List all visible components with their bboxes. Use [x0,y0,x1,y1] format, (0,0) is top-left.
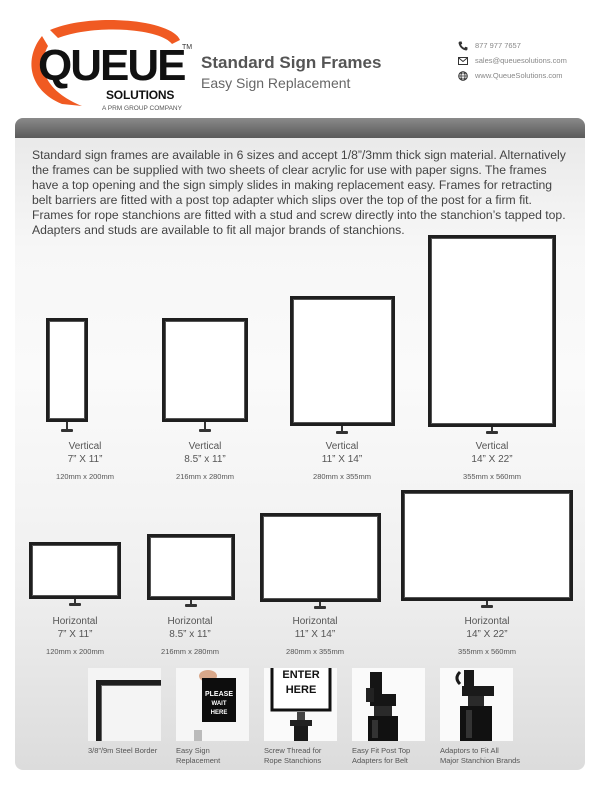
caption-metric: 355mm x 560mm [458,647,516,656]
caption-size: 11” X 14” [321,454,363,465]
logo-wordmark: QUEUE [38,41,185,90]
caption-line: Adaptors to Fit All [440,746,499,755]
caption-vertical-8x11 [150,440,260,483]
caption-orientation: Horizontal [292,616,338,627]
foot-vertical-14x22 [486,431,498,434]
caption-line: Adapters for Belt [352,755,408,765]
screw-thread-photo [264,668,337,741]
frame-vertical-11x14 [290,296,395,426]
caption-line: Screw Thread for [264,746,322,755]
caption-horizontal-11x14 [260,615,370,658]
feature-caption [176,746,220,765]
thumb-steel-border [88,668,161,741]
thumb-post-top-adapter [352,668,425,741]
intro-paragraph: Standard sign frames are available in 6 sizes and accept 1/8”/3mm thick sign material. Alternatively the frames can be supplied with two sheets of clear acrylic for use with paper signs. The frames have a top opening and the sign simply slides in making replacement easy. Frames for retracting belt barriers are fitted with a post top adapter which slips over the top of the post for a firm fit. Frames for rope stanchions are fitted with a stud and screw directly into the stanchion’s tapped top. Adapters and studs are available to fit all major brands of stanchions. [32,148,566,237]
caption-size: 7” X 11” [57,629,93,640]
caption-metric: 216mm x 280mm [176,472,234,481]
caption-vertical-14x22 [437,440,547,483]
phone-icon [458,41,468,51]
foot-vertical-8x11 [199,429,211,432]
frame-horizontal-8x11 [147,534,235,600]
caption-orientation: Vertical [188,441,222,452]
stanchion-adaptors-photo [440,668,513,741]
post-top-adapter-photo [352,668,425,741]
logo-solutions: SOLUTIONS [106,88,175,102]
caption-orientation: Vertical [475,441,509,452]
thumb-screw-thread [264,668,337,741]
caption-orientation: Vertical [325,441,359,452]
contact-email[interactable] [458,53,567,68]
sign-line-1: ENTER [282,669,320,681]
caption-vertical-11x14 [287,440,397,483]
caption-orientation: Vertical [68,441,102,452]
phone-number: 877 977 7657 [475,41,521,50]
caption-orientation: Horizontal [52,616,98,627]
feature-caption [264,746,321,765]
globe-icon [458,71,468,81]
caption-size: 7” X 11” [67,454,103,465]
caption-horizontal-14x22 [432,615,542,658]
caption-line: Replacement [176,755,221,765]
page-title: Standard Sign Frames [201,53,382,72]
frame-horizontal-14x22 [401,490,573,601]
foot-vertical-7x11 [61,429,73,432]
foot-horizontal-11x14 [314,606,326,609]
caption-vertical-7x11 [30,440,140,483]
sign-line-2: HERE [285,684,317,696]
page-subtitle: Easy Sign Replacement [201,75,351,91]
frame-vertical-14x22 [428,235,556,427]
caption-line: 3/8”/9m Steel Border [88,746,158,755]
logo-trademark: TM [182,44,193,51]
email-address: sales@queuesolutions.com [475,56,567,65]
sign-line-3: HERE [210,710,228,716]
caption-line: Rope Stanchions [264,755,322,765]
sign-line-1: PLEASE [204,691,234,698]
logo-parent-company: A PRM GROUP COMPANY [102,105,182,112]
caption-size: 11” X 14” [294,629,336,640]
sign-replacement-photo [176,668,249,741]
caption-line: Easy Fit Post Top [352,746,411,755]
caption-metric: 216mm x 280mm [161,647,219,656]
caption-metric: 280mm x 355mm [286,647,344,656]
foot-horizontal-8x11 [185,604,197,607]
caption-metric: 355mm x 560mm [463,472,521,481]
frame-vertical-8x11 [162,318,248,422]
frame-horizontal-11x14 [260,513,381,602]
foot-vertical-11x14 [336,431,348,434]
caption-metric: 120mm x 200mm [46,647,104,656]
caption-size: 14” X 22” [471,454,513,465]
thumb-easy-replacement [176,668,249,741]
website-url: www.QueueSolutions.com [475,71,563,80]
frame-horizontal-7x11 [29,542,121,599]
contact-info [458,38,567,83]
panel-header-bar [15,118,585,138]
caption-size: 8.5” x 11” [184,454,226,465]
foot-horizontal-14x22 [481,605,493,608]
feature-caption [352,746,410,765]
caption-line: Major Stanchion Brands [440,755,521,765]
caption-orientation: Horizontal [167,616,213,627]
caption-metric: 120mm x 200mm [56,472,114,481]
feature-caption [440,746,520,765]
thumb-stanchion-adaptors [440,668,513,741]
contact-website[interactable] [458,68,567,83]
caption-horizontal-8x11 [135,615,245,658]
feature-caption [88,746,157,756]
contact-phone[interactable] [458,38,567,53]
caption-size: 14” X 22” [466,629,508,640]
frame-vertical-7x11 [46,318,88,422]
caption-size: 8.5” x 11” [169,629,211,640]
sign-line-2: WAIT [211,701,227,707]
caption-metric: 280mm x 355mm [313,472,371,481]
caption-horizontal-7x11 [20,615,130,658]
steel-border-photo [88,668,161,741]
envelope-icon [458,57,468,65]
company-logo [22,18,198,110]
caption-line: Easy Sign [176,746,210,755]
caption-orientation: Horizontal [464,616,510,627]
foot-horizontal-7x11 [69,603,81,606]
